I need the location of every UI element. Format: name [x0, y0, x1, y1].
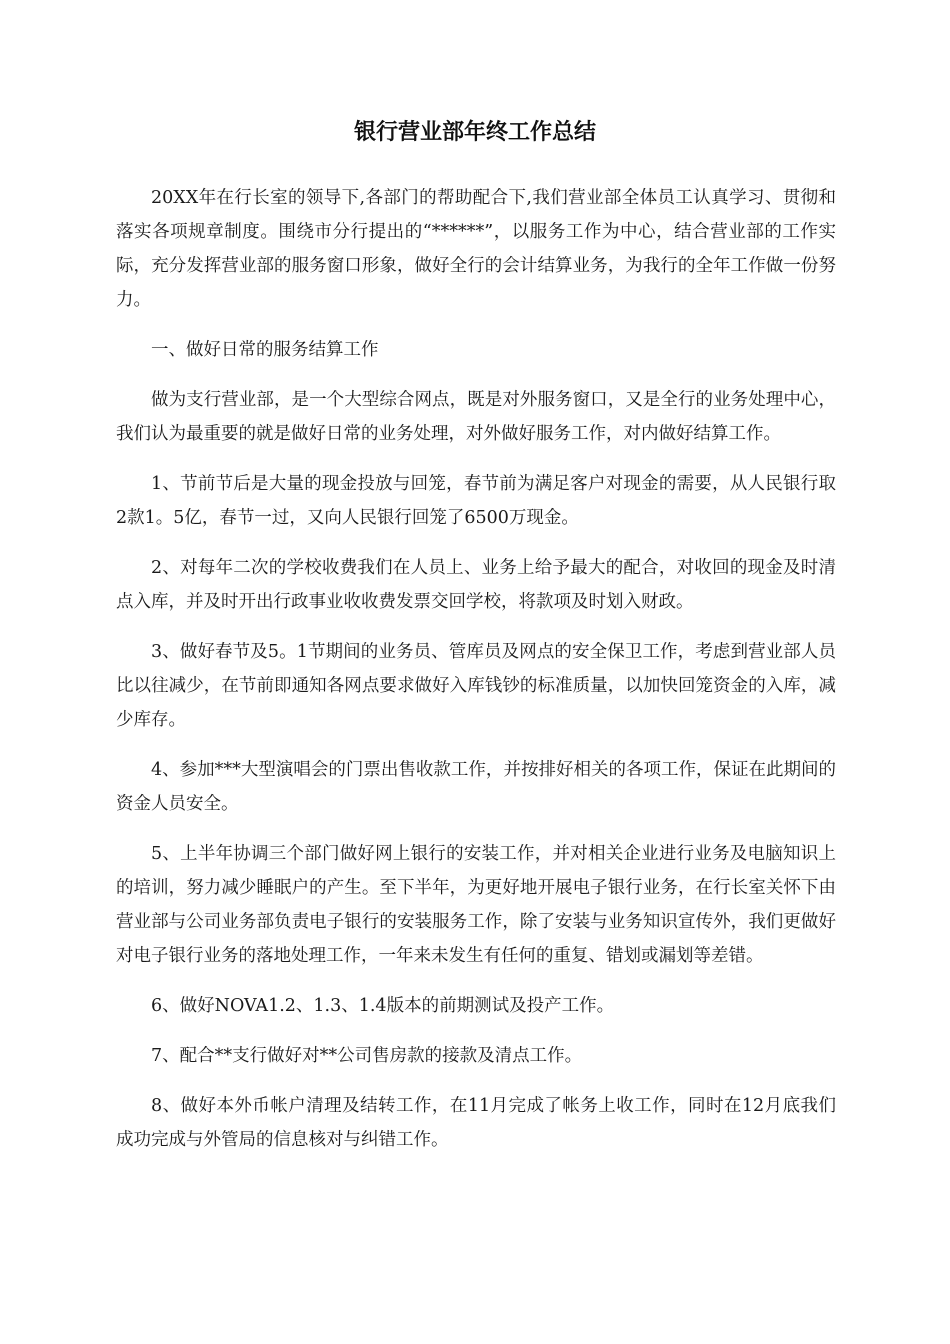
- list-item-3: 3、做好春节及5。1节期间的业务员、管库员及网点的安全保卫工作，考虑到营业部人员比以往减少，在节前即通知各网点要求做好入库钱钞的标准质量，以加快回笼资金的入库，减少库存。: [116, 642, 836, 730]
- document-title: 银行营业部年终工作总结: [353, 120, 596, 145]
- list-item-7: 7、配合**支行做好对**公司售房款的接款及清点工作。: [151, 1046, 583, 1066]
- list-item-2: 2、对每年二次的学校收费我们在人员上、业务上给予最大的配合，对收回的现金及时清点入库，并及时开出行政事业收收费发票交回学校，将款项及时划入财政。: [116, 558, 836, 612]
- list-item-8: 8、做好本外币帐户清理及结转工作，在11月完成了帐务上收工作，同时在12月底我们成功完成与外管局的信息核对与纠错工作。: [116, 1096, 836, 1150]
- list-item-4: 4、参加***大型演唱会的门票出售收款工作，并按排好相关的各项工作，保证在此期间的资金人员安全。: [116, 760, 836, 814]
- document-body: [116, 181, 836, 1173]
- list-item-6: 6、做好NOVA1.2、1.3、1.4版本的前期测试及投产工作。: [151, 996, 615, 1016]
- paragraph-section-1-intro: 做为支行营业部，是一个大型综合网点，既是对外服务窗口，又是全行的业务处理中心，我们认为最重要的就是做好日常的业务处理，对外做好服务工作，对内做好结算工作。: [116, 390, 836, 444]
- list-item-5: 5、上半年协调三个部门做好网上银行的安装工作，并对相关企业进行业务及电脑知识上的培训，努力减少睡眠户的产生。至下半年，为更好地开展电子银行业务，在行长室关怀下由营业部与公司业务部负责电子银行的安装服务工作，除了安装与业务知识宣传外，我们更做好对电子银行业务的落地处理工作，一年来未发生有任何的重复、错划或漏划等差错。: [116, 844, 836, 966]
- list-item-1: 1、节前节后是大量的现金投放与回笼，春节前为满足客户对现金的需要，从人民银行取2款1。5亿，春节一过，又向人民银行回笼了6500万现金。: [116, 474, 836, 528]
- paragraph-intro: 20XX年在行长室的领导下,各部门的帮助配合下,我们营业部全体员工认真学习、贯彻和落实各项规章制度。围绕市分行提出的“******”，以服务工作为中心，结合营业部的工作实际，充分发挥营业部的服务窗口形象，做好全行的会计结算业务，为我行的全年工作做一份努力。: [116, 188, 836, 310]
- section-heading-1: 一、做好日常的服务结算工作: [151, 340, 379, 360]
